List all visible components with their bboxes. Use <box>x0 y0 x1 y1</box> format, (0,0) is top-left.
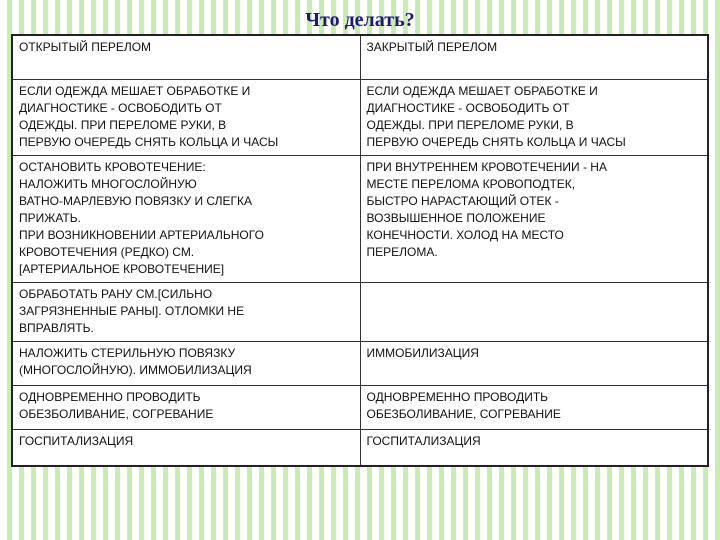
cell-open-bandage <box>12 342 360 386</box>
page-title: Что делать? <box>305 9 415 31</box>
table-row <box>12 342 708 386</box>
cell-line: ПРИ ВНУТРЕННЕМ КРОВОТЕЧЕНИИ - НА <box>366 160 607 174</box>
cell-closed-anesthesia <box>360 386 708 430</box>
cell-line: [АРТЕРИАЛЬНОЕ КРОВОТЕЧЕНИЕ] <box>19 262 225 276</box>
cell-closed-clothing <box>360 80 708 156</box>
cell-line: ВОЗВЫШЕННОЕ ПОЛОЖЕНИЕ <box>366 211 546 225</box>
cell-line: ВПРАВЛЯТЬ. <box>19 321 94 335</box>
cell-line: ПЕРЕЛОМА. <box>366 245 438 259</box>
cell-closed-empty <box>360 283 708 342</box>
cell-line: ПРИЖАТЬ. <box>19 211 81 225</box>
header-open-fracture: ОТКРЫТЫЙ ПЕРЕЛОМ <box>12 35 360 80</box>
cell-open-bleeding <box>12 156 360 283</box>
header-closed-fracture: ЗАКРЫТЫЙ ПЕРЕЛОМ <box>360 35 708 80</box>
cell-open-anesthesia <box>12 386 360 430</box>
cell-closed-bleeding <box>360 156 708 283</box>
table-row <box>12 80 708 156</box>
table-row <box>12 430 708 467</box>
cell-line: ЕСЛИ ОДЕЖДА МЕШАЕТ ОБРАБОТКЕ И <box>19 84 251 98</box>
cell-line: ОДНОВРЕМЕННО ПРОВОДИТЬ <box>366 390 549 404</box>
cell-line: ОДЕЖДЫ. ПРИ ПЕРЕЛОМЕ РУКИ, В <box>19 118 227 132</box>
cell-line: МЕСТЕ ПЕРЕЛОМА КРОВОПОДТЕК, <box>366 177 576 191</box>
cell-line: БЫСТРО НАРАСТАЮЩИЙ ОТЕК - <box>366 194 559 208</box>
cell-line: ОДЕЖДЫ. ПРИ ПЕРЕЛОМЕ РУКИ, В <box>366 118 574 132</box>
table-row <box>12 156 708 283</box>
cell-line: (МНОГОСЛОЙНУЮ). ИММОБИЛИЗАЦИЯ <box>19 363 252 377</box>
cell-open-clothing <box>12 80 360 156</box>
table-header-row <box>12 35 708 80</box>
cell-open-wound <box>12 283 360 342</box>
table-row <box>12 283 708 342</box>
cell-line: ОБРАБОТАТЬ РАНУ СМ.[СИЛЬНО <box>19 287 213 301</box>
cell-line: НАЛОЖИТЬ СТЕРИЛЬНУЮ ПОВЯЗКУ <box>19 346 236 360</box>
cell-closed-hospitalization <box>360 430 708 467</box>
cell-line: ДИАГНОСТИКЕ - ОСВОБОДИТЬ ОТ <box>366 101 570 115</box>
cell-line: ОБЕЗБОЛИВАНИЕ, СОГРЕВАНИЕ <box>366 407 561 421</box>
cell-line: ПЕРВУЮ ОЧЕРЕДЬ СНЯТЬ КОЛЬЦА И ЧАСЫ <box>19 135 279 149</box>
fracture-table <box>11 34 709 467</box>
cell-open-hospitalization <box>12 430 360 467</box>
cell-line: ОДНОВРЕМЕННО ПРОВОДИТЬ <box>19 390 201 404</box>
cell-line: ИММОБИЛИЗАЦИЯ <box>366 346 479 360</box>
cell-line: ВАТНО-МАРЛЕВУЮ ПОВЯЗКУ И СЛЕГКА <box>19 194 253 208</box>
cell-line: ПЕРВУЮ ОЧЕРЕДЬ СНЯТЬ КОЛЬЦА И ЧАСЫ <box>366 135 626 149</box>
cell-line: ЗАГРЯЗНЕННЫЕ РАНЫ]. ОТЛОМКИ НЕ <box>19 304 245 318</box>
cell-line: НАЛОЖИТЬ МНОГОСЛОЙНУЮ <box>19 177 197 191</box>
cell-line: ГОСПИТАЛИЗАЦИЯ <box>19 434 134 448</box>
cell-line: ОБЕЗБОЛИВАНИЕ, СОГРЕВАНИЕ <box>19 407 214 421</box>
cell-line: ЕСЛИ ОДЕЖДА МЕШАЕТ ОБРАБОТКЕ И <box>366 84 598 98</box>
cell-line: ГОСПИТАЛИЗАЦИЯ <box>366 434 481 448</box>
cell-line: КОНЕЧНОСТИ. ХОЛОД НА МЕСТО <box>366 228 564 242</box>
cell-line: ДИАГНОСТИКЕ - ОСВОБОДИТЬ ОТ <box>19 101 222 115</box>
cell-closed-immobilization <box>360 342 708 386</box>
cell-line: ПРИ ВОЗНИКНОВЕНИИ АРТЕРИАЛЬНОГО <box>19 228 264 242</box>
cell-line: ОСТАНОВИТЬ КРОВОТЕЧЕНИЕ: <box>19 160 206 174</box>
table-row <box>12 386 708 430</box>
cell-line: КРОВОТЕЧЕНИЯ (РЕДКО) СМ. <box>19 245 195 259</box>
